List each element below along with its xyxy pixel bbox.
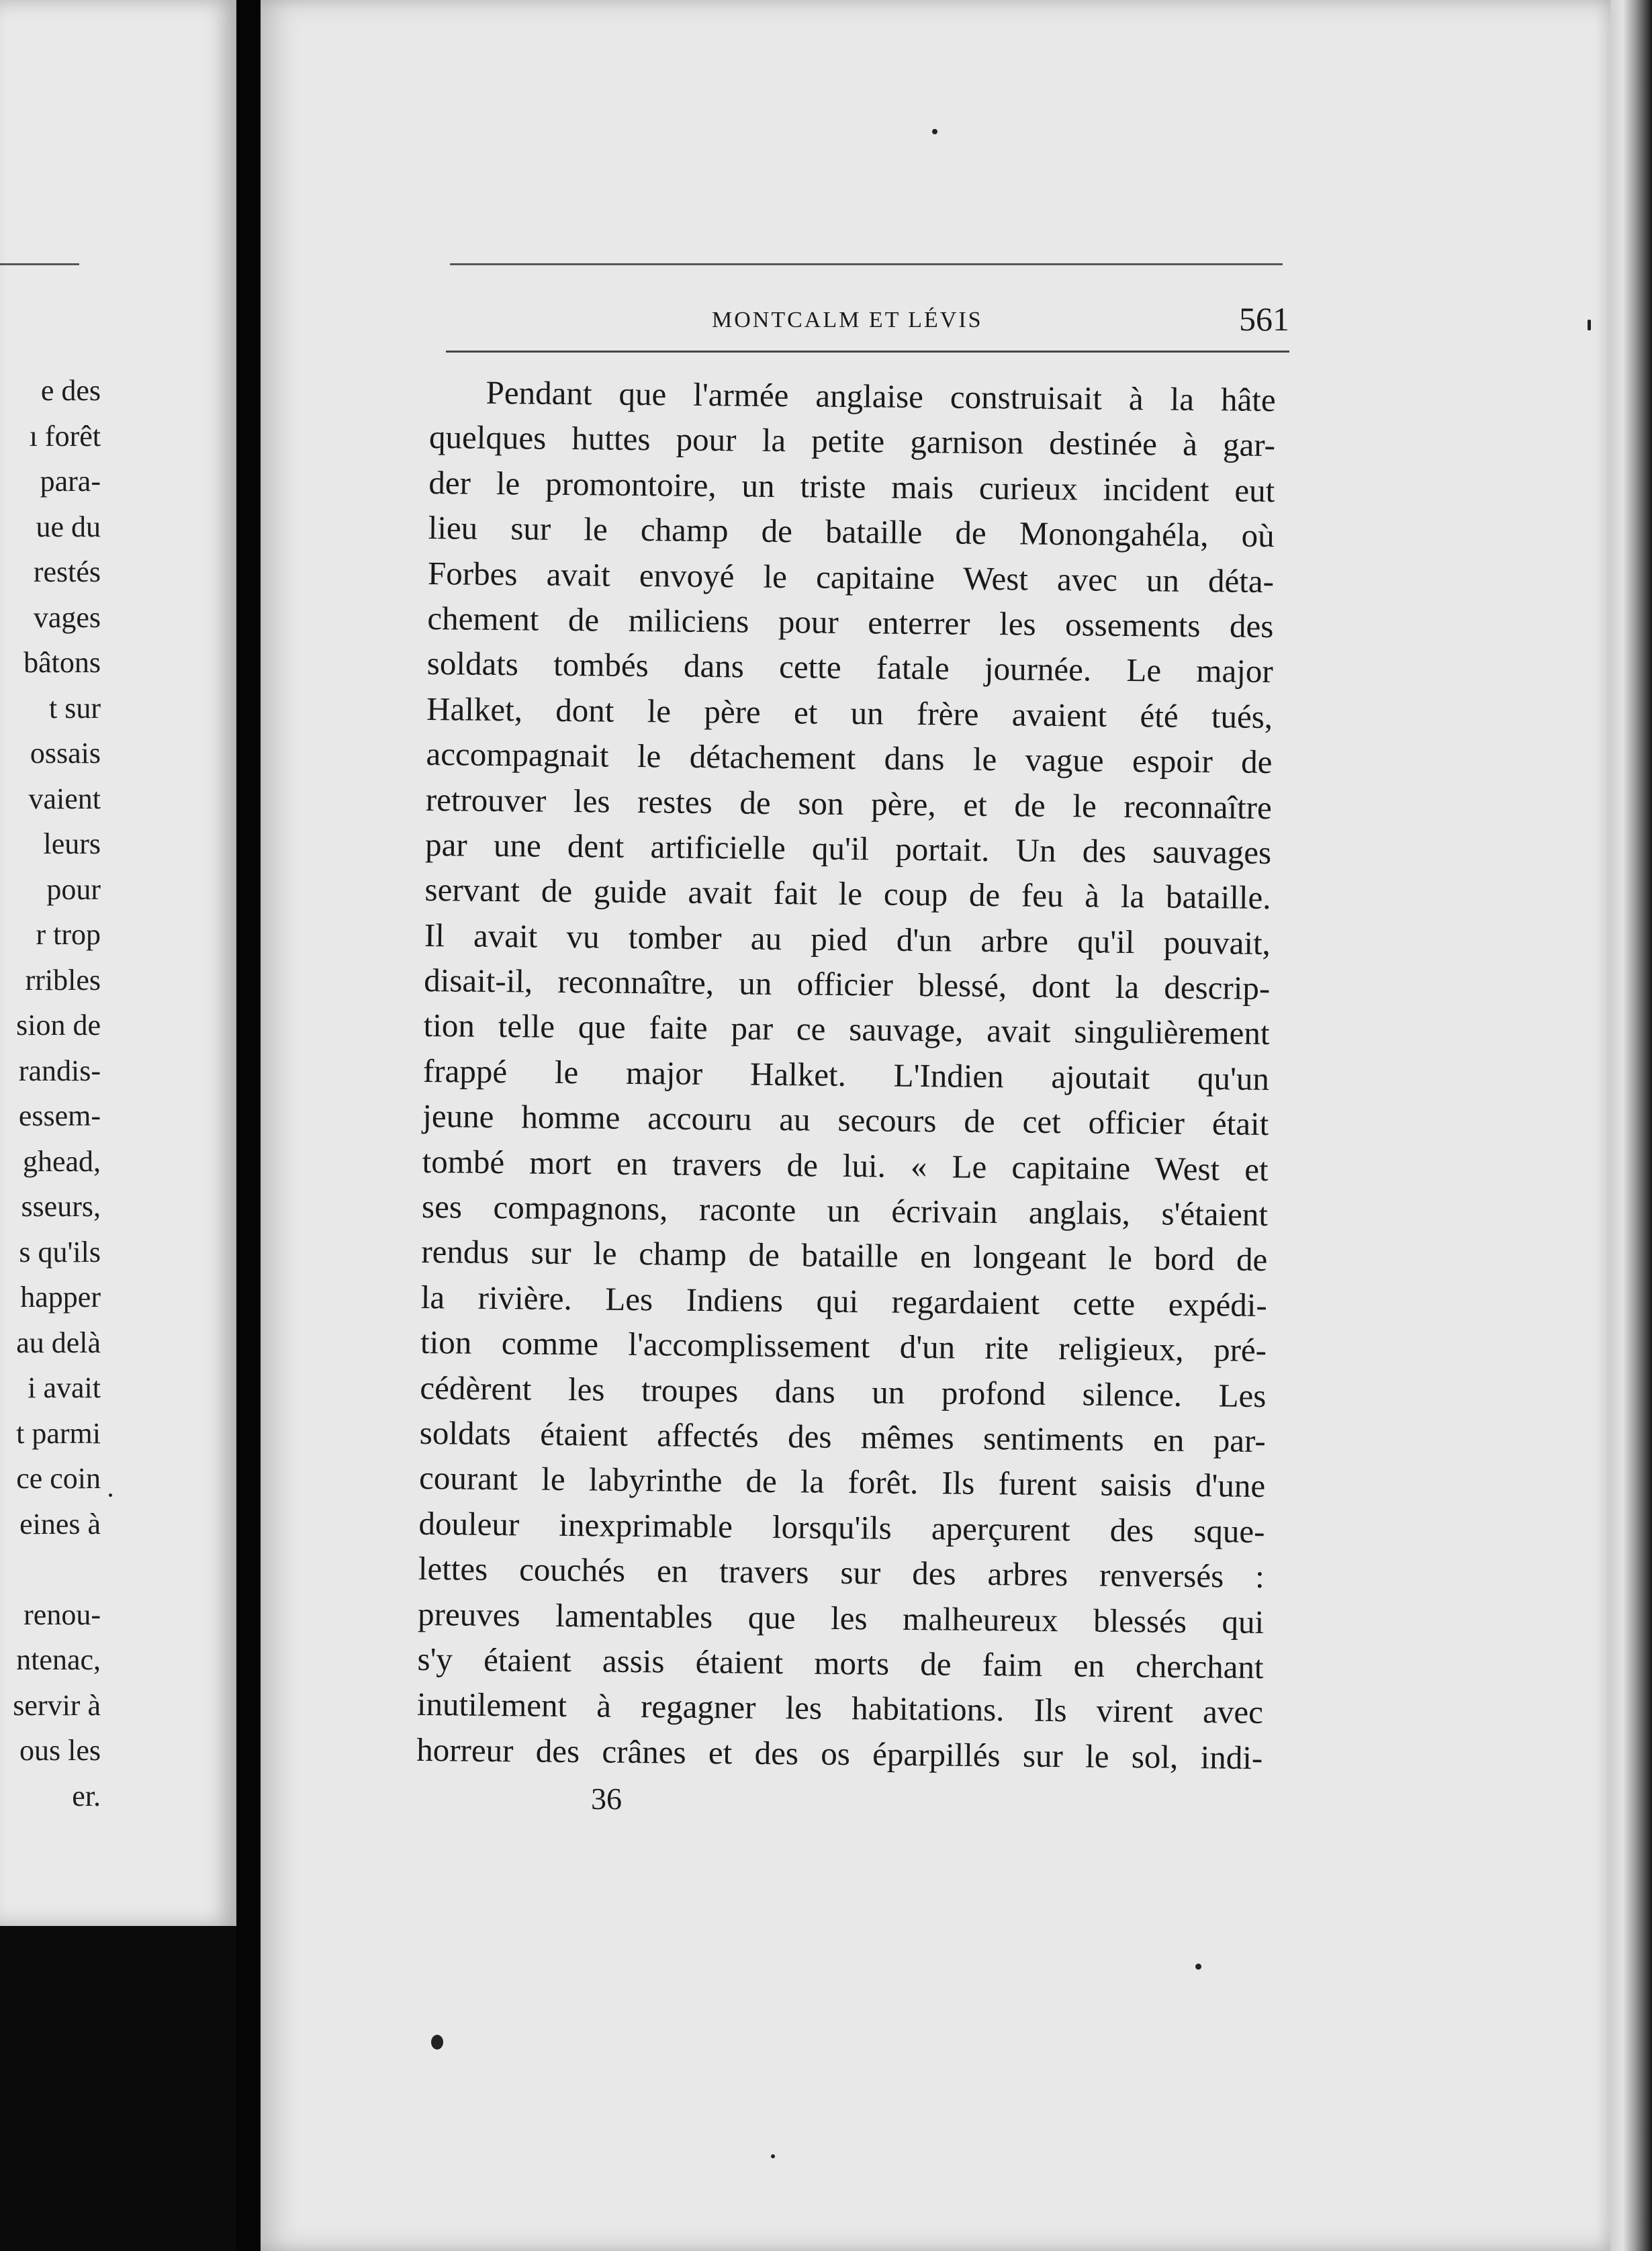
text-line: soldats tombés dans cette fatale journée. Le major [426,645,1274,690]
text-line: servant de guide avait fait le coup de feu à la bataille. [424,871,1271,917]
text-line: lieu sur le champ de bataille de Monongahéla, où [428,509,1275,555]
text-line: chement de miliciens pour enterrer les ossements des [427,599,1274,645]
text-line: der le promontoire, un triste mais curieux incident eut [428,463,1275,509]
left-line: pour [46,872,101,906]
text-line: Forbes avait envoyé le capitaine West avec un déta- [427,554,1275,600]
left-line: para- [40,465,101,498]
text-line: rendus sur le champ de bataille en longeant le bord de [421,1233,1268,1279]
left-line: r trop [36,918,101,951]
dust-speck [109,1494,112,1497]
dust-speck [771,2154,775,2158]
text-line: Pendant que l'armée anglaise construisait à la hâte [486,373,1276,419]
text-line: frappé le major Halket. L'Indien ajoutait qu'un [422,1052,1270,1097]
left-facing-page [0,0,236,1926]
text-line: quelques huttes pour la petite garnison destinée à gar- [428,418,1276,464]
text-line: s'y étaient assis étaient morts de faim en cherchant [417,1640,1264,1686]
page-edge-stack [1610,0,1652,2251]
text-line: ses compagnons, raconte un écrivain anglais, s'étaient [421,1187,1269,1234]
left-line: eines à [19,1507,101,1541]
left-line: i avait [28,1371,101,1404]
left-line: s qu'ils [19,1235,101,1269]
left-line: er. [72,1779,101,1812]
page-header [446,300,1289,353]
dust-speck [932,129,937,134]
left-line: vages [33,600,101,634]
running-head: MONTCALM ET LÉVIS [712,308,983,332]
left-line: ntenac, [16,1643,101,1676]
left-line: essem- [18,1099,101,1132]
top-rule [450,263,1283,265]
text-line: preuves lamentables que les malheureux blessés qui [417,1595,1265,1641]
dust-speck [1195,1964,1201,1970]
text-line: la rivière. Les Indiens qui regardaient cette expédi- [420,1278,1267,1324]
dust-speck [1588,320,1591,330]
text-line: tion comme l'accomplissement d'un rite religieux, pré- [420,1324,1267,1369]
left-line: ue du [36,510,101,543]
left-line: au delà [16,1326,101,1359]
header-rule [446,351,1289,353]
left-line: e des [40,374,101,407]
text-line: Il avait vu tomber au pied d'un arbre qu'il pouvait, [424,916,1271,962]
text-line: inutilement à regagner les habitations. Ils virent avec [416,1686,1264,1731]
text-line: lettes couchés en travers sur des arbres renversés : [418,1550,1265,1596]
left-line: ghead, [22,1144,101,1178]
left-line: leurs [43,827,101,860]
left-line: ossais [30,737,101,770]
left-line: rribles [25,963,101,997]
text-line: accompagnait le détachement dans le vague espoir de [426,735,1273,781]
left-line: renou- [24,1598,101,1631]
left-line: restés [33,555,101,588]
left-line: ı forêt [29,419,101,453]
left-line: servir à [13,1688,101,1722]
left-line: randis- [18,1054,101,1087]
text-line: tombé mort en travers de lui. « Le capitaine West et [422,1142,1269,1188]
left-line: sion de [16,1009,101,1042]
text-line: retrouver les restes de son père, et de le reconnaître [425,780,1273,826]
text-line: douleur inexprimable lorsqu'ils aperçurent des sque- [418,1504,1265,1550]
left-paragraph-gap [0,1547,101,1592]
text-line: horreur des crânes et des os éparpillés sur le sol, indi- [416,1731,1263,1776]
text-line: tion telle que faite par ce sauvage, avait singulièrement [423,1007,1270,1052]
text-line: jeune homme accouru au secours de cet officier était [422,1097,1269,1143]
left-line: happer [20,1281,101,1314]
left-line: t sur [49,691,101,725]
left-line: sseurs, [21,1190,101,1223]
dust-speck [431,2035,443,2050]
left-page-text [0,368,101,1819]
text-line: disait-il, reconnaître, un officier blessé, dont la descrip- [424,962,1271,1007]
left-line: ce coin [16,1462,101,1495]
text-line: courant le labyrinthe de la forêt. Ils furent saisis d'une [418,1459,1266,1505]
left-page-rule [0,263,79,265]
signature-mark: 36 [591,1782,622,1816]
text-line: Halket, dont le père et un frère avaient été tués, [426,690,1273,735]
text-line: cédèrent les troupes dans un profond silence. Les [420,1369,1267,1414]
left-line: t parmi [16,1416,101,1450]
left-line: bâtons [24,646,101,679]
text-line: par une dent artificielle qu'il portait. Un des sauvages [424,825,1272,871]
body-text [416,369,1276,1780]
book-gutter [236,0,261,2251]
text-line: soldats étaient affectés des mêmes sentiments en par- [419,1414,1267,1460]
left-line: vaient [28,782,101,815]
left-line: ous les [19,1734,101,1767]
page-number: 561 [1239,300,1289,338]
